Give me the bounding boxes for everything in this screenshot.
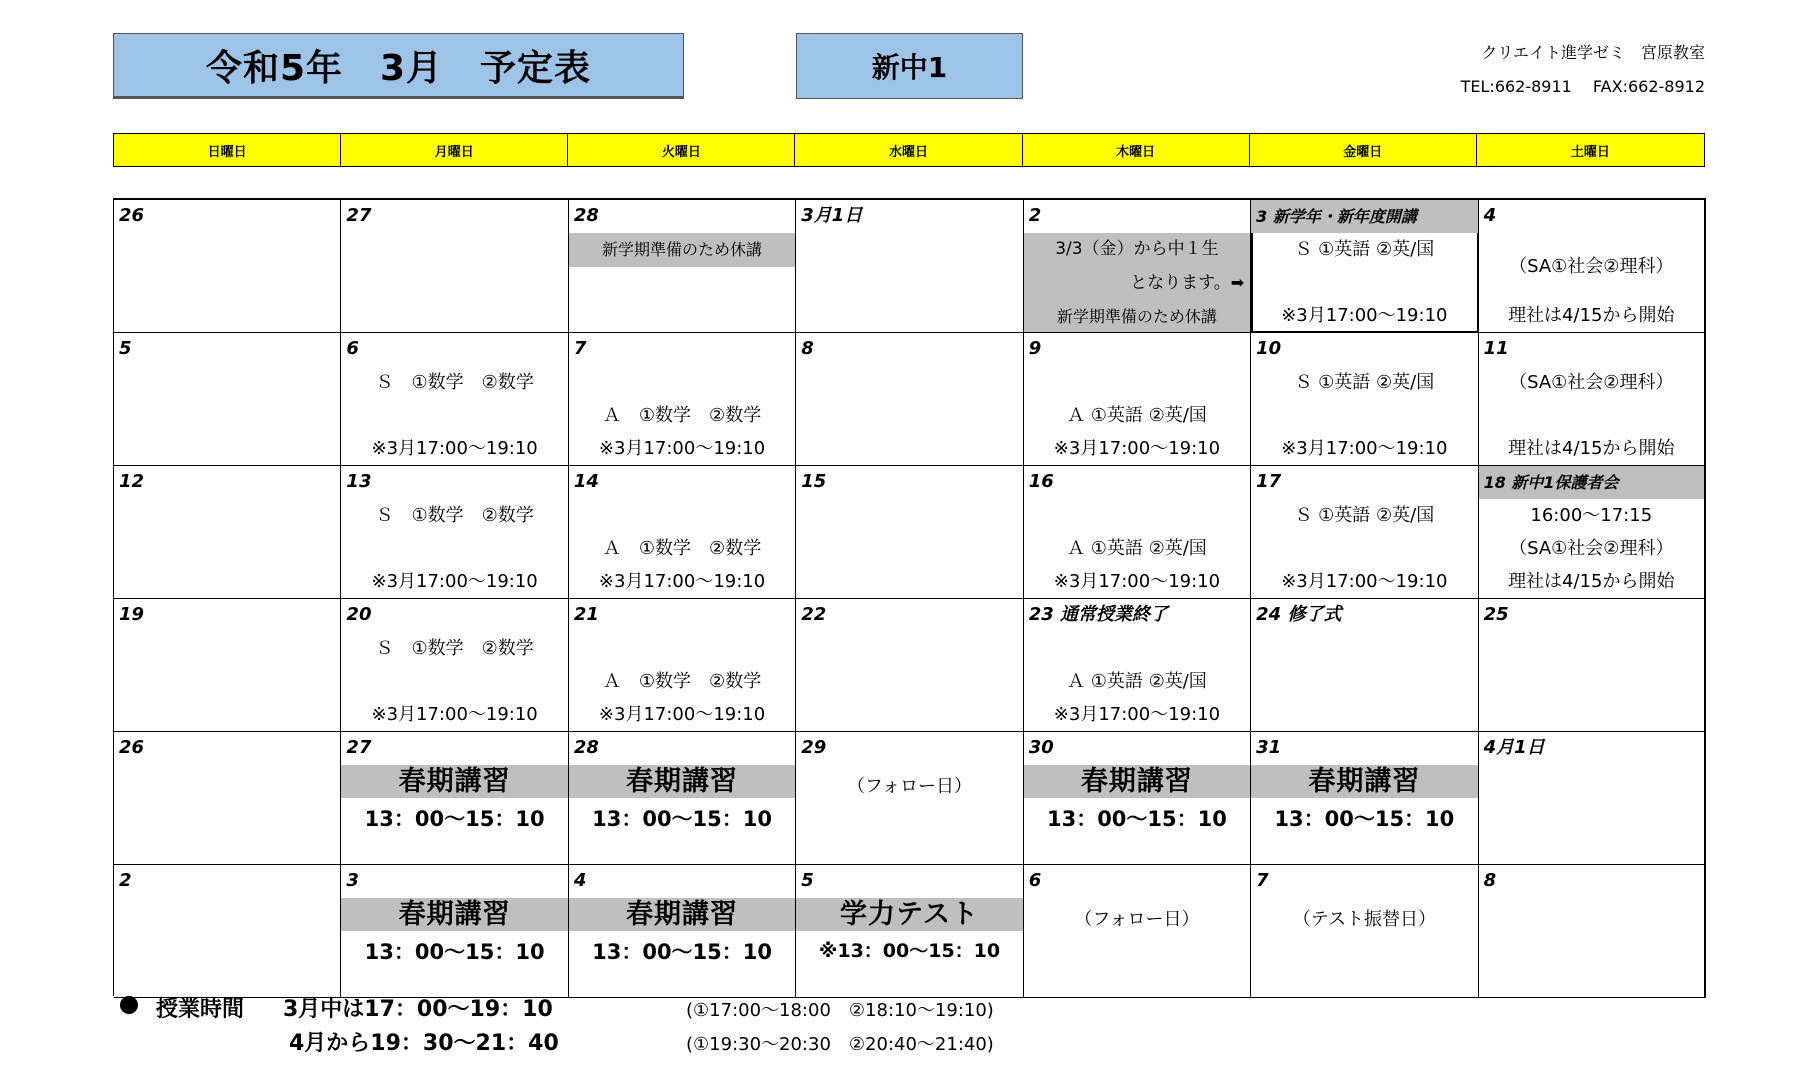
class-line: Ａ ①英語 ②英/国: [1067, 671, 1207, 692]
spring-course-label: 春期講習: [1024, 765, 1250, 798]
day-number: 25: [1483, 604, 1509, 625]
page-title: 令和5年 3月 予定表: [113, 33, 684, 99]
day-number: 3: [346, 870, 359, 891]
weekday-wed: 水曜日: [795, 134, 1022, 166]
calendar-cell: [341, 466, 568, 599]
day-number: 30: [1028, 737, 1054, 758]
meeting-time: 16:00～17:15: [1530, 505, 1653, 526]
day-number: 23 通常授業終了: [1028, 604, 1169, 625]
course-time: 13：00～15：10: [364, 807, 545, 831]
class-hours-label: 授業時間: [156, 997, 245, 1022]
time-note: ※3月17:00～19:10: [598, 438, 766, 459]
spring-course-label: 春期講習: [341, 765, 567, 798]
calendar-cell: [1024, 466, 1251, 599]
course-time: 13：00～15：10: [364, 940, 545, 964]
calendar-cell: [1479, 865, 1706, 998]
class-line: Ｓ ①数学 ②数学: [375, 372, 534, 393]
calendar-cell: [341, 333, 568, 466]
course-time: 13：00～15：10: [1046, 807, 1227, 831]
weekday-fri: 金曜日: [1250, 134, 1477, 166]
calendar-grid: [113, 198, 1706, 996]
day-number: 10: [1256, 338, 1282, 359]
day-number: 8: [801, 338, 814, 359]
calendar-cell: [114, 200, 341, 333]
class-line: Ａ ①数学 ②数学: [602, 671, 762, 692]
class-line: Ａ ①英語 ②英/国: [1067, 538, 1207, 559]
day-number: 4月1日: [1483, 737, 1545, 758]
day-header-event: 3 新学年・新年度開講: [1251, 200, 1477, 233]
grade-change-notice: [1024, 233, 1250, 333]
day-number: 6: [346, 338, 359, 359]
calendar-cell: [341, 865, 568, 998]
day-number: 24 修了式: [1256, 604, 1342, 625]
calendar-cell: [114, 732, 341, 865]
weekday-tue: 火曜日: [568, 134, 795, 166]
calendar-cell: [569, 865, 796, 998]
day-number: 3月1日: [801, 205, 863, 226]
time-note: ※3月17:00～19:10: [598, 571, 766, 592]
weekday-sat: 土曜日: [1477, 134, 1704, 166]
calendar-cell: [796, 200, 1023, 333]
calendar-cell: [114, 333, 341, 466]
follow-day-note: （フォロー日）: [1074, 909, 1200, 930]
day-number: 11: [1483, 338, 1509, 359]
day-number: 4: [573, 870, 587, 891]
day-number: 26: [119, 205, 145, 226]
notice-text: となります。: [1130, 273, 1231, 293]
april-hours-detail: (①19:30～20:30 ②20:40～21:40): [686, 1034, 994, 1055]
class-line: （SA①社会②理科）: [1509, 538, 1674, 559]
class-line: Ｓ ①数学 ②数学: [375, 638, 534, 659]
calendar-cell: [1251, 599, 1478, 732]
time-note: ※3月17:00～19:10: [1281, 305, 1448, 326]
calendar-cell: [1479, 200, 1706, 333]
class-line: Ｓ ①英語 ②英/国: [1294, 239, 1435, 260]
time-note: ※3月17:00～19:10: [1053, 438, 1221, 459]
weekday-thu: 木曜日: [1023, 134, 1250, 166]
time-note: ※3月17:00～19:10: [1053, 704, 1221, 725]
calendar-cell: [1479, 732, 1706, 865]
march-hours-detail: (①17:00～18:00 ②18:10～19:10): [686, 1000, 994, 1021]
day-number: 28: [573, 205, 599, 226]
calendar-cell: [1024, 200, 1251, 333]
day-number: 14: [573, 471, 599, 492]
calendar-cell: [341, 200, 568, 333]
calendar-cell: [1479, 466, 1706, 599]
calendar-cell: [569, 466, 796, 599]
spring-course-label: 春期講習: [341, 898, 567, 931]
time-note: ※3月17:00～19:10: [371, 704, 538, 725]
day-number: 21: [573, 604, 599, 625]
weekday-header: [113, 133, 1705, 167]
calendar-cell: [1479, 333, 1706, 466]
notice-line: [1024, 266, 1250, 300]
time-note: ※3月17:00～19:10: [1281, 571, 1448, 592]
day-number: 27: [346, 205, 372, 226]
day-number: 8: [1483, 870, 1497, 891]
day-header-event: 18 新中1保護者会: [1479, 466, 1704, 499]
class-line: （SA①社会②理科）: [1509, 256, 1674, 277]
calendar-cell: [796, 333, 1023, 466]
spring-course-label: 春期講習: [569, 898, 795, 931]
class-line: Ｓ ①数学 ②数学: [375, 505, 534, 526]
time-note: ※3月17:00～19:10: [371, 571, 538, 592]
day-number: 7: [573, 338, 587, 359]
day-number: 4: [1483, 205, 1497, 226]
day-number: 13: [346, 471, 372, 492]
grade-label: 新中1: [796, 33, 1023, 99]
calendar-cell: [1024, 732, 1251, 865]
course-time: 13：00～15：10: [592, 807, 773, 831]
day-number: 5: [801, 870, 814, 891]
course-time: 13：00～15：10: [592, 940, 773, 964]
calendar-cell: [1251, 466, 1478, 599]
calendar-cell: [569, 200, 796, 333]
day-number: 6: [1028, 870, 1042, 891]
calendar-cell: [1024, 333, 1251, 466]
time-note: ※3月17:00～19:10: [1053, 571, 1221, 592]
test-time: ※13：00～15：10: [818, 940, 1001, 962]
calendar-cell: [796, 466, 1023, 599]
day-number: 5: [119, 338, 132, 359]
class-line: （SA①社会②理科）: [1509, 372, 1674, 393]
school-name: クリエイト進学ゼミ 宮原教室: [1481, 43, 1705, 62]
calendar-cell: [796, 865, 1023, 998]
day-number: 9: [1028, 338, 1042, 359]
day-number: 31: [1256, 737, 1282, 758]
calendar-cell: [341, 599, 568, 732]
notice-line: 3/3（金）から中１生: [1055, 239, 1219, 259]
day-number: 2: [1028, 205, 1042, 226]
class-line: Ｓ ①英語 ②英/国: [1294, 372, 1435, 393]
follow-day-note: （フォロー日）: [846, 776, 973, 797]
day-number: 19: [119, 604, 145, 625]
day-number: 28: [573, 737, 599, 758]
time-note: ※3月17:00～19:10: [598, 704, 766, 725]
calendar-cell: [341, 732, 568, 865]
calendar-cell: [114, 466, 341, 599]
closure-note: 新学期準備のため休講: [569, 233, 795, 267]
calendar-cell: [114, 599, 341, 732]
calendar-cell: [1251, 732, 1478, 865]
spring-course-label: 春期講習: [569, 765, 795, 798]
day-number: 16: [1028, 471, 1054, 492]
day-number: 27: [346, 737, 372, 758]
calendar-cell: [796, 599, 1023, 732]
makeup-test-note: （テスト振替日）: [1292, 909, 1436, 930]
calendar-cell: [114, 865, 341, 998]
day-number: 17: [1256, 471, 1282, 492]
bullet-icon: [120, 996, 138, 1014]
calendar-cell: [1251, 865, 1478, 998]
time-note: ※3月17:00～19:10: [1281, 438, 1448, 459]
day-number: 2: [119, 870, 132, 891]
time-note: ※3月17:00～19:10: [371, 438, 538, 459]
day-number: 26: [119, 737, 145, 758]
subject-note: 理社は4/15から開始: [1508, 438, 1675, 459]
day-number: 15: [801, 471, 827, 492]
day-number: 20: [346, 604, 372, 625]
day-number: 22: [801, 604, 827, 625]
calendar-cell: [1024, 865, 1251, 998]
test-label: 学力テスト: [796, 898, 1022, 931]
calendar-cell: [1251, 333, 1478, 466]
notice-line: 新学期準備のため休講: [1056, 307, 1217, 326]
calendar-cell: [796, 732, 1023, 865]
calendar-cell: [569, 599, 796, 732]
contact-info: TEL:662-8911 FAX:662-8912: [1460, 77, 1705, 96]
subject-note: 理社は4/15から開始: [1508, 571, 1675, 592]
arrow-right-icon: ➡: [1230, 273, 1245, 292]
spring-course-label: 春期講習: [1251, 765, 1477, 798]
weekday-sun: 日曜日: [114, 134, 341, 166]
march-hours: 3月中は17：00～19：10: [283, 997, 553, 1022]
day-number: 7: [1256, 870, 1269, 891]
calendar-cell: [569, 333, 796, 466]
course-time: 13：00～15：10: [1274, 807, 1455, 831]
weekday-mon: 月曜日: [341, 134, 568, 166]
calendar-cell: [1024, 599, 1251, 732]
calendar-cell: [1251, 200, 1478, 333]
april-hours: 4月から19：30～21：40: [289, 1031, 559, 1056]
day-number: 29: [801, 737, 827, 758]
class-line: Ａ ①英語 ②英/国: [1067, 405, 1207, 426]
day-number: 12: [119, 471, 145, 492]
calendar-cell: [1479, 599, 1706, 732]
class-line: Ｓ ①英語 ②英/国: [1294, 505, 1435, 526]
calendar-cell: [569, 732, 796, 865]
subject-note: 理社は4/15から開始: [1508, 305, 1675, 326]
class-line: Ａ ①数学 ②数学: [602, 405, 762, 426]
class-line: Ａ ①数学 ②数学: [602, 538, 762, 559]
